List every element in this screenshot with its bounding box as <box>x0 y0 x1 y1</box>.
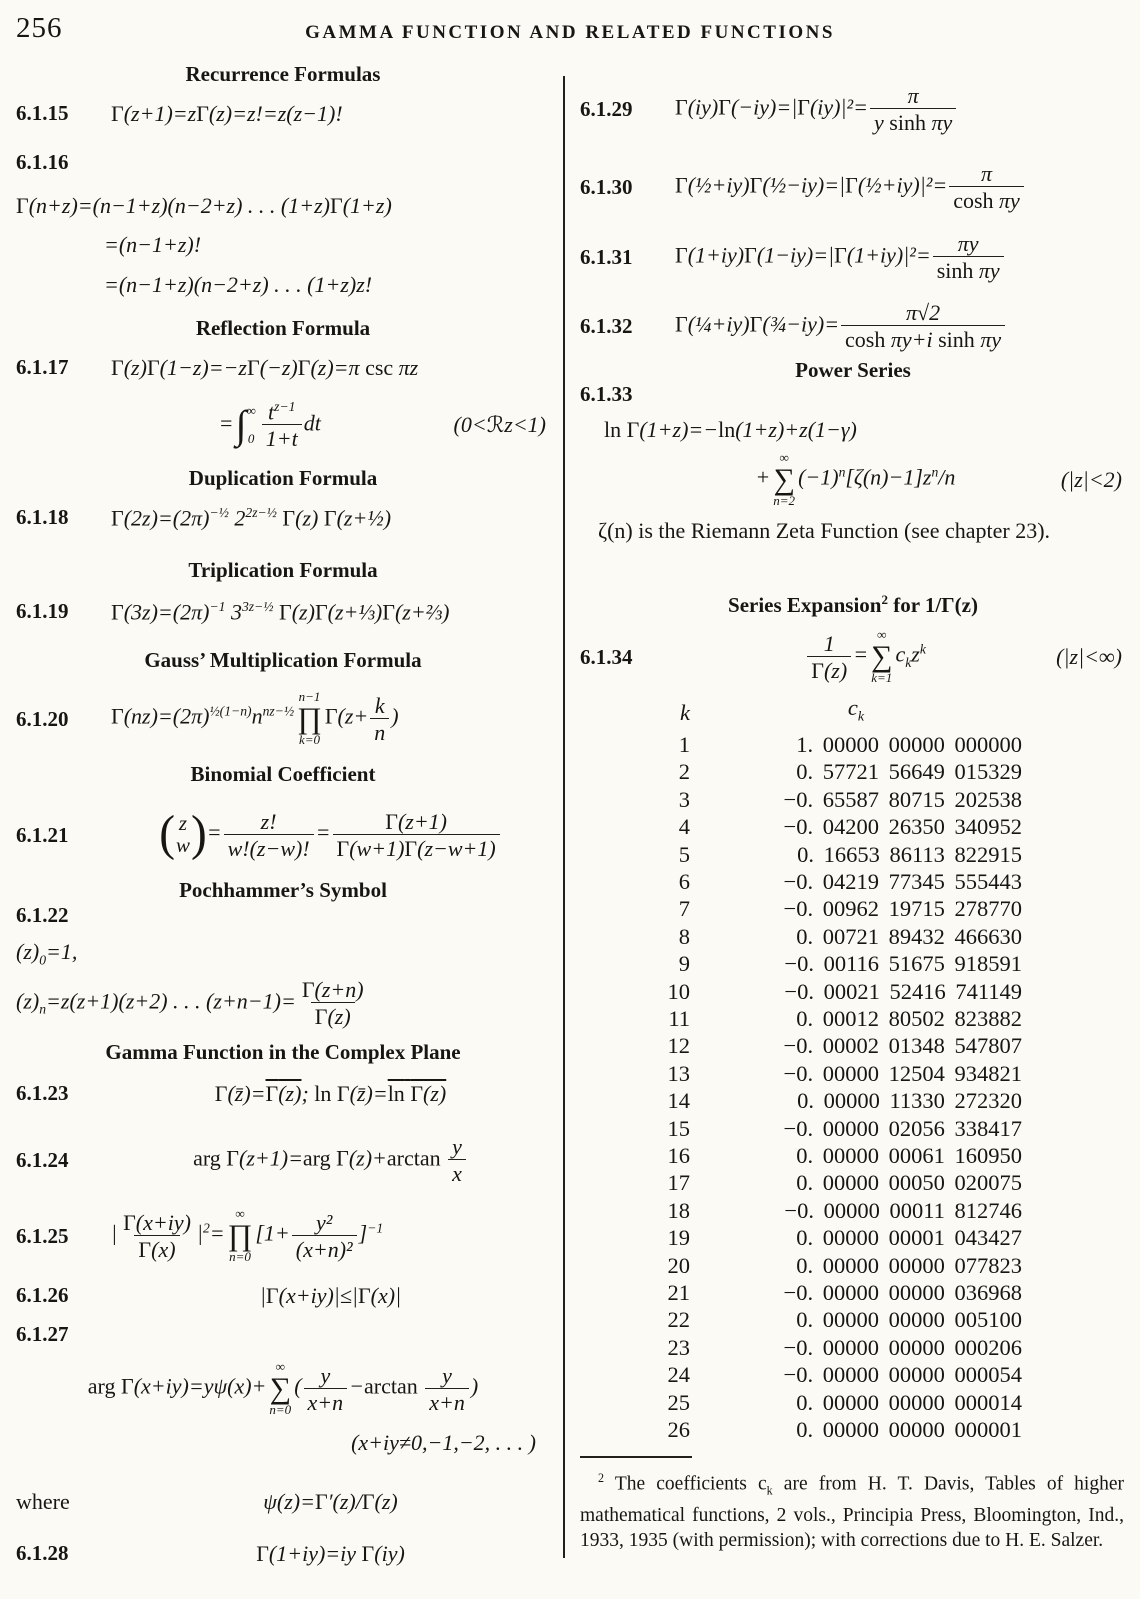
table-row <box>610 758 1022 785</box>
table-row <box>610 1224 1022 1251</box>
ck-value: 0. 00012 80502 823882 <box>796 1005 1022 1031</box>
table-row <box>610 1060 1022 1087</box>
table-row <box>610 1032 1022 1059</box>
table-row <box>610 813 1022 840</box>
formula: Γ(½+iy)Γ(½−iy)=|Γ(½+iy)|²= $\frac{\pi}{\text{cosh πy}}$ <box>675 161 1126 214</box>
eq-number: 6.1.15 <box>16 101 69 126</box>
formula: + ∞ ∑ n=2 $(-1)^n[\zeta(n)-1]z^n/n$ <box>755 450 956 509</box>
heading-binomial: Binomial Coefficient <box>190 762 376 786</box>
formula: ( z w )= $\frac{z!}{w!(z-w)!}$ = $\frac{\Gamma(z+1)}{\Gamma(w+1)\Gamma(z-w+1)}$ <box>111 805 550 864</box>
table-row <box>610 868 1022 895</box>
eq-number: 6.1.32 <box>580 313 633 338</box>
k-value: 25 <box>667 1389 690 1415</box>
heading-gauss: Gauss’ Multiplication Formula <box>144 648 422 672</box>
formula: Γ(z)Γ(1−z)=−zΓ(−z)Γ(z)=π csc πz <box>111 355 419 380</box>
table-row <box>610 1087 1022 1114</box>
ck-value: 0. 00000 11330 272320 <box>797 1088 1022 1114</box>
ck-value: 0. 00000 00000 000001 <box>796 1417 1022 1443</box>
eq-number: 6.1.25 <box>16 1223 69 1248</box>
eq-number: 6.1.17 <box>16 355 69 380</box>
k-value: 1 <box>678 731 690 757</box>
eq-6.1.22-line2 <box>16 972 550 1034</box>
equation-6.1.15 <box>16 100 550 128</box>
k-value: 17 <box>667 1170 690 1196</box>
equation-6.1.16 <box>16 150 550 175</box>
k-value: 8 <box>678 923 690 949</box>
eq-number: 6.1.18 <box>16 505 69 530</box>
eq-number: 6.1.28 <box>16 1541 69 1566</box>
formula: | $\frac{\Gamma(x+iy)}{\Gamma(x)}$ $|^2=$ ∞ ∏ n=0 [1+ $\frac{\text{y²}}{\text{(x+n)²}}$ ]$^{-1}$ <box>111 1206 384 1265</box>
col-header-k: k <box>680 699 690 725</box>
table-row <box>610 1389 1022 1416</box>
eq-6.1.22-line1 <box>16 938 550 968</box>
eq-number: 6.1.16 <box>16 150 69 174</box>
ck-value: −0. 00021 52416 741149 <box>784 978 1022 1004</box>
formula: = ∫ ∞ 0 $\frac{t^{z-1}}{1+t}$ dt <box>218 398 321 452</box>
ck-value: 0. 00000 00000 077823 <box>796 1252 1022 1278</box>
eq-number: 6.1.23 <box>16 1081 69 1106</box>
column-divider <box>563 76 565 1558</box>
k-value: 18 <box>667 1197 690 1223</box>
eq-number: 6.1.33 <box>580 382 633 406</box>
left-column <box>16 0 550 1599</box>
table-row <box>610 1005 1022 1032</box>
formula: Γ(1+iy)=iy Γ(iy) <box>256 1541 405 1566</box>
eq-number: 6.1.24 <box>16 1147 69 1172</box>
table-row <box>610 1334 1022 1361</box>
right-column <box>580 0 1126 1599</box>
k-value: 23 <box>667 1334 690 1360</box>
equation-6.1.22 <box>16 903 550 928</box>
eq-6.1.27-condition <box>16 1430 550 1456</box>
col-header-ck: $c_k$ <box>847 695 865 725</box>
table-row <box>610 1115 1022 1142</box>
equation-6.1.31 <box>580 226 1126 288</box>
eq-number: 6.1.21 <box>16 822 69 847</box>
k-value: 26 <box>667 1417 690 1443</box>
k-value: 7 <box>678 896 690 922</box>
table-row <box>610 1197 1022 1224</box>
equation-6.1.19 <box>16 598 550 626</box>
ck-value: −0. 00000 00011 812746 <box>784 1197 1022 1223</box>
ck-value: 0. 00000 00000 005100 <box>796 1307 1022 1333</box>
table-row <box>610 1252 1022 1279</box>
equation-6.1.21 <box>16 797 550 873</box>
ck-value: −0. 00116 51675 918591 <box>784 951 1022 977</box>
k-value: 5 <box>678 841 690 867</box>
condition: (0<ℛz<1) <box>453 412 546 437</box>
eq-number: 6.1.31 <box>580 244 633 269</box>
ck-value: 1. 00000 00000 000000 <box>796 731 1022 757</box>
ck-table-body <box>610 731 1022 1444</box>
heading-power-series: Power Series <box>795 358 911 382</box>
table-row <box>610 731 1022 758</box>
formula: $\Gamma(nz)=(2\pi)^{\frac{1}{2}(1-n)}n^{nz-\frac{1}{2}}$ n−1 ∏ k=0 Γ(z+ $\frac{k}{n}$ ) <box>111 689 399 748</box>
eq-6.1.27-line1 <box>16 1352 550 1426</box>
ck-value: −0. 00000 00000 036968 <box>783 1280 1022 1306</box>
equation-6.1.34 <box>580 624 1126 690</box>
eq-number: 6.1.30 <box>580 174 633 199</box>
condition: (|z|<∞) <box>1056 644 1122 669</box>
table-row <box>610 978 1022 1005</box>
ck-value: 0. 00000 00001 043427 <box>796 1225 1022 1251</box>
running-title: GAMMA FUNCTION AND RELATED FUNCTIONS <box>305 22 835 43</box>
equation-6.1.26 <box>16 1282 550 1310</box>
k-value: 9 <box>678 951 690 977</box>
formula: Γ(z+1)=zΓ(z)=z!=z(z−1)! <box>111 101 343 126</box>
formula: ψ(z)=Γ′(z)/Γ(z) <box>263 1489 398 1514</box>
table-row <box>610 1361 1022 1388</box>
formula: ln Γ(1+z)=−ln(1+z)+z(1−γ) <box>604 417 857 442</box>
formula: arg Γ(x+iy)=yψ(x)+ ∞ ∑ n=0 ( $\frac{y}{x+n}$ −arctan $\frac{y}{x+n}$ ) <box>87 1359 479 1418</box>
ck-value: 0. 00000 00061 160950 <box>796 1143 1022 1168</box>
eq-number: 6.1.34 <box>580 644 633 669</box>
formula: Γ(iy)Γ(−iy)=|Γ(iy)|²= $\frac{\pi}{\text{y sinh πy}}$ <box>675 83 1126 136</box>
eq-number: 6.1.19 <box>16 599 69 624</box>
equation-6.1.20 <box>16 683 550 755</box>
eq-6.1.17-line2 <box>16 392 550 458</box>
formula: $\Gamma(3z)=(2\pi)^{-1}$ $3^{3z-\frac{1}{2}}$ Γ(z)Γ(z+⅓)Γ(z+⅔) <box>111 599 450 625</box>
ck-value: −0. 65587 80715 202538 <box>783 786 1022 812</box>
heading-triplication: Triplication Formula <box>188 558 378 582</box>
eq-number: 6.1.26 <box>16 1283 69 1308</box>
formula: $(z)_0=1$, <box>16 939 78 968</box>
coefficient-table <box>610 694 1022 1443</box>
condition: (|z|<2) <box>1060 467 1122 492</box>
formula: $\frac{1}{\Gamma(z)}$ = ∞ ∑ k=1 $c_kz^k$ <box>675 628 1056 685</box>
condition: (x+iy≠0,−1,−2, . . . ) <box>351 1430 536 1455</box>
k-value: 13 <box>667 1060 690 1086</box>
formula: |Γ(x+iy)|≤|Γ(x)| <box>259 1283 402 1308</box>
ck-value: 0. 57721 56649 015329 <box>796 759 1022 785</box>
eq-number: 6.1.29 <box>580 96 633 121</box>
zeta-note: ζ(n) is the Riemann Zeta Function (see chapter 23). <box>598 518 1051 543</box>
table-row <box>610 950 1022 977</box>
formula: =(n−1+z)(n−2+z) . . . (1+z)z! <box>104 272 373 297</box>
k-value: 6 <box>678 868 690 894</box>
formula: arg Γ(z+1)=arg Γ(z)+arctan $\frac{y}{x}$ <box>111 1134 550 1187</box>
equation-6.1.30 <box>580 156 1126 218</box>
formula: Γ(¼+iy)Γ(¾−iy)= $\frac{\pi√2}{\text{cosh πy+i sinh πy}}$ <box>675 300 1126 353</box>
ck-value: −0. 00002 01348 547807 <box>783 1033 1022 1059</box>
formula: =(n−1+z)! <box>104 232 202 257</box>
k-value: 11 <box>668 1005 690 1031</box>
ck-value: 0. 00000 00050 020075 <box>796 1170 1022 1196</box>
eq-6.1.16-line2 <box>16 231 550 259</box>
k-value: 20 <box>667 1252 690 1278</box>
k-value: 3 <box>678 786 690 812</box>
heading-duplication: Duplication Formula <box>188 466 378 490</box>
formula: $(z)_n=z(z+1)(z+2)$ . . . (z+n−1)= $\frac{\Gamma(z+n)}{\Gamma(z)}$ <box>16 976 364 1029</box>
ck-value: 0. 16653 86113 822915 <box>797 841 1022 867</box>
table-row <box>610 786 1022 813</box>
equation-6.1.25 <box>16 1198 550 1274</box>
table-row <box>610 1169 1022 1196</box>
footnote-rule <box>580 1456 692 1458</box>
eq-6.1.33-line1 <box>580 416 1126 444</box>
equation-6.1.24 <box>16 1130 550 1190</box>
eq-number: 6.1.22 <box>16 903 69 927</box>
heading-recurrence: Recurrence Formulas <box>185 62 381 86</box>
k-value: 15 <box>667 1115 690 1141</box>
formula: Γ(1+iy)Γ(1−iy)=|Γ(1+iy)|²= $\frac{\pi y}{\text{sinh πy}}$ <box>675 231 1126 284</box>
ck-value: −0. 04200 26350 340952 <box>783 814 1022 840</box>
ck-value: −0. 00000 00000 000206 <box>783 1334 1022 1360</box>
ck-value: −0. 00962 19715 278770 <box>783 896 1022 922</box>
eq-number: 6.1.27 <box>16 1322 69 1346</box>
table-row <box>610 1416 1022 1443</box>
equation-6.1.23 <box>16 1080 550 1108</box>
equation-6.1.27 <box>16 1322 550 1347</box>
heading-complex-plane: Gamma Function in the Complex Plane <box>105 1040 461 1064</box>
k-value: 14 <box>667 1088 690 1114</box>
table-row <box>610 895 1022 922</box>
eq-number: 6.1.20 <box>16 706 69 731</box>
table-row <box>610 1142 1022 1169</box>
formula: Γ(z̄)=Γ(z); ln Γ(z̄)=ln Γ(z) <box>214 1081 447 1106</box>
where-label: where <box>16 1488 70 1514</box>
equation-6.1.32 <box>580 294 1126 358</box>
k-value: 12 <box>667 1033 690 1059</box>
eq-6.1.16-line1 <box>16 192 550 220</box>
equation-6.1.18 <box>16 504 550 532</box>
k-value: 16 <box>667 1143 690 1168</box>
table-row <box>610 1306 1022 1333</box>
heading-reflection: Reflection Formula <box>195 316 371 340</box>
k-value: 24 <box>667 1362 690 1388</box>
footnote: $^2$ The coefficients $c_k$ are from H. T. Davis, Tables of higher mathematical functions, 2 vols., Principia Press, Bloomington, Ind., 1933, 1935 (with permission); with corrections due to H. E. Salzer. <box>580 1471 1124 1552</box>
ck-value: −0. 00000 02056 338417 <box>783 1115 1022 1141</box>
ck-value: 0. 00721 89432 466630 <box>796 923 1022 949</box>
heading-pochhammer: Pochhammer’s Symbol <box>179 878 387 902</box>
table-row <box>610 841 1022 868</box>
ck-value: −0. 00000 12504 934821 <box>783 1060 1022 1086</box>
k-value: 2 <box>678 759 690 785</box>
eq-6.1.33-line2 <box>580 448 1126 512</box>
equation-6.1.33 <box>580 382 1126 407</box>
equation-6.1.28 <box>16 1540 550 1568</box>
table-row <box>610 1279 1022 1306</box>
k-value: 10 <box>667 978 690 1004</box>
k-value: 19 <box>667 1225 690 1251</box>
k-value: 21 <box>667 1280 690 1306</box>
heading-series-expansion: Series Expansion$^2$ for 1/Γ(z) <box>728 592 978 617</box>
equation-6.1.29 <box>580 78 1126 140</box>
page-number: 256 <box>16 12 63 44</box>
ck-value: 0. 00000 00000 000014 <box>796 1389 1022 1415</box>
where-clause <box>16 1488 550 1516</box>
eq-6.1.16-line3 <box>16 271 550 299</box>
equation-6.1.17 <box>16 354 550 382</box>
table-row <box>610 923 1022 950</box>
table-header-row <box>610 694 1022 731</box>
formula: Γ(n+z)=(n−1+z)(n−2+z) . . . (1+z)Γ(1+z) <box>16 193 392 218</box>
k-value: 22 <box>667 1307 690 1333</box>
formula: $\Gamma(2z)=(2\pi)^{-\frac{1}{2}}$ $2^{2z-\frac{1}{2}}$ Γ(z) Γ(z+½) <box>111 505 392 531</box>
k-value: 4 <box>678 814 690 840</box>
ck-value: −0. 04219 77345 555443 <box>783 868 1022 894</box>
ck-value: −0. 00000 00000 000054 <box>783 1362 1022 1388</box>
